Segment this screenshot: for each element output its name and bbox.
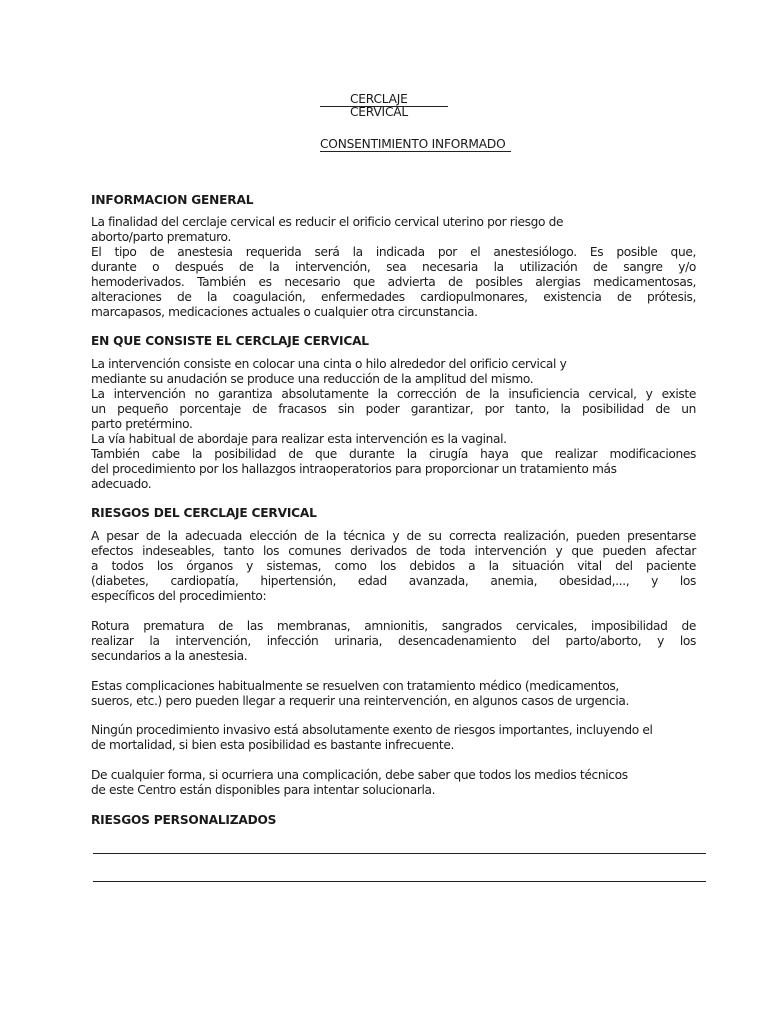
section-heading: RIESGOS PERSONALIZADOS xyxy=(91,813,277,827)
section-heading: RIESGOS DEL CERCLAJE CERVICAL xyxy=(91,506,317,520)
paragraph-line: a todos los órganos y sistemas, como los debidos a la situación vital del paciente xyxy=(91,559,696,573)
paragraph-line: sueros, etc.) pero pueden llegar a requerir una reintervención, en algunos casos de urgencia. xyxy=(91,694,629,708)
paragraph-line: un pequeño porcentaje de fracasos sin poder garantizar, por tanto, la posibilidad de un xyxy=(91,402,696,416)
paragraph-line: efectos indeseables, tanto los comunes derivados de toda intervención y que pueden afectar xyxy=(91,544,696,558)
paragraph-line: parto pretérmino. xyxy=(91,417,193,431)
paragraph-line: De cualquier forma, si ocurriera una complicación, debe saber que todos los medios técnicos xyxy=(91,768,628,782)
paragraph-line: La vía habitual de abordaje para realizar esta intervención es la vaginal. xyxy=(91,432,507,446)
paragraph-line: hemoderivados. También es necesario que advierta de posibles alergias medicamentosas, xyxy=(91,275,696,289)
paragraph-line: También cabe la posibilidad de que durante la cirugía haya que realizar modificaciones xyxy=(91,447,696,461)
document-subtitle: CONSENTIMIENTO INFORMADO xyxy=(320,137,506,151)
paragraph-line: durante o después de la intervención, sea necesaria la utilización de sangre y/o xyxy=(91,260,696,274)
paragraph-line: específicos del procedimiento: xyxy=(91,589,267,603)
title-line-2: CERVICAL xyxy=(350,105,408,119)
title-line-1: CERCLAJE xyxy=(350,92,408,106)
paragraph-line: Ningún procedimiento invasivo está absolutamente exento de riesgos importantes, incluyendo el xyxy=(91,723,653,737)
personalized-risks-blank-line-2[interactable] xyxy=(93,881,706,882)
subtitle-underline xyxy=(320,151,511,152)
paragraph-line: La intervención no garantiza absolutamente la corrección de la insuficiencia cervical, y existe xyxy=(91,387,696,401)
section-heading: EN QUE CONSISTE EL CERCLAJE CERVICAL xyxy=(91,334,369,348)
paragraph-line: El tipo de anestesia requerida será la indicada por el anestesiólogo. Es posible que, xyxy=(91,245,696,259)
paragraph-line: La intervención consiste en colocar una cinta o hilo alrededor del orificio cervical y xyxy=(91,357,567,371)
paragraph-line: Estas complicaciones habitualmente se resuelven con tratamiento médico (medicamentos, xyxy=(91,679,619,693)
paragraph-line: aborto/parto prematuro. xyxy=(91,230,231,244)
paragraph-line: A pesar de la adecuada elección de la técnica y de su correcta realización, pueden presentarse xyxy=(91,529,696,543)
section-heading: INFORMACION GENERAL xyxy=(91,193,254,207)
paragraph-line: alteraciones de la coagulación, enfermedades cardiopulmonares, existencia de prótesis, xyxy=(91,290,696,304)
paragraph-line: marcapasos, medicaciones actuales o cualquier otra circunstancia. xyxy=(91,305,478,319)
paragraph-line: La finalidad del cerclaje cervical es reducir el orificio cervical uterino por riesgo de xyxy=(91,215,564,229)
paragraph-line: secundarios a la anestesia. xyxy=(91,649,248,663)
paragraph-line: de mortalidad, si bien esta posibilidad es bastante infrecuente. xyxy=(91,738,455,752)
paragraph-line: realizar la intervención, infección urinaria, desencadenamiento del parto/aborto, y los xyxy=(91,634,696,648)
paragraph-line: mediante su anudación se produce una reducción de la amplitud del mismo. xyxy=(91,372,534,386)
paragraph-line: (diabetes, cardiopatía, hipertensión, edad avanzada, anemia, obesidad,..., y los xyxy=(91,574,696,588)
paragraph-line: del procedimiento por los hallazgos intraoperatorios para proporcionar un tratamiento más xyxy=(91,462,617,476)
personalized-risks-blank-line-1[interactable] xyxy=(93,853,706,854)
paragraph-line: Rotura prematura de las membranas, amnionitis, sangrados cervicales, imposibilidad de xyxy=(91,619,696,633)
paragraph-line: adecuado. xyxy=(91,477,152,491)
paragraph-line: de este Centro están disponibles para intentar solucionarla. xyxy=(91,783,436,797)
